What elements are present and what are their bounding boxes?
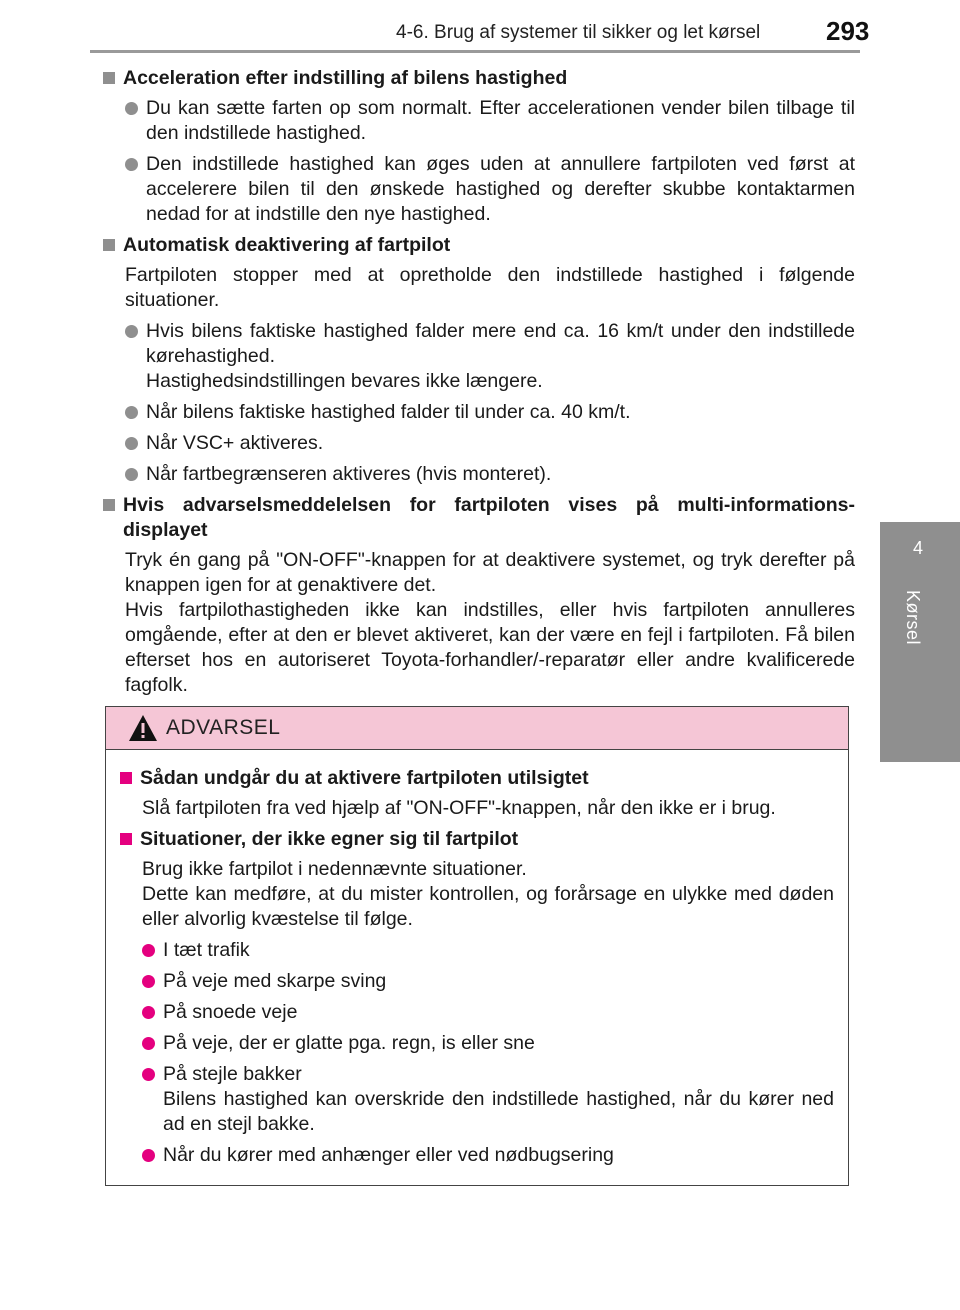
list-item: På stejle bakker Bilens hastighed kan overskride den indstillede hastighed, når du kører ned ad en stejl bakke. — [142, 1062, 834, 1137]
list-item: Når fartbegrænseren aktiveres (hvis monteret). — [125, 462, 855, 487]
paragraph: Tryk én gang på "ON-OFF"-knappen for at deaktivere systemet, og tryk derefter på knappen igen for at genaktivere det. — [125, 549, 855, 596]
square-bullet-icon — [120, 833, 132, 845]
section-intro: Fartpiloten stopper med at opretholde den indstillede hastighed i følgende situationer. — [125, 264, 855, 311]
square-bullet-icon — [120, 772, 132, 784]
warning-heading: Situationer, der ikke egner sig til fartpilot — [120, 827, 834, 852]
square-bullet-icon — [103, 239, 115, 251]
list-item: I tæt trafik — [142, 938, 834, 963]
circle-bullet-icon — [142, 1037, 155, 1050]
chapter-number: 4 — [912, 538, 923, 558]
circle-bullet-icon — [125, 437, 138, 450]
warning-body — [106, 750, 848, 1168]
section-heading: Automatisk deaktivering af fartpilot — [103, 233, 855, 258]
section-title: 4-6. Brug af systemer til sikker og let kørsel — [396, 22, 761, 43]
warning-text: Brug ikke fartpilot i nedennævnte situationer. Dette kan medføre, at du mister kontrollen, og forårsage en ulykke med døden eller alvorlig kvæstelse til følge. — [142, 858, 834, 930]
circle-bullet-icon — [142, 944, 155, 957]
circle-bullet-icon — [142, 1006, 155, 1019]
warning-title: ADVARSEL — [166, 716, 281, 739]
circle-bullet-icon — [125, 468, 138, 481]
square-bullet-icon — [103, 72, 115, 84]
circle-bullet-icon — [142, 1068, 155, 1081]
list-item: På veje med skarpe sving — [142, 969, 834, 994]
circle-bullet-icon — [125, 158, 138, 171]
list-item: Når du kører med anhænger eller ved nødbugsering — [142, 1143, 834, 1168]
section-heading: Acceleration efter indstilling af bilens hastighed — [103, 66, 855, 91]
list-item: Når bilens faktiske hastighed falder til under ca. 40 km/t. — [125, 400, 855, 425]
square-bullet-icon — [103, 499, 115, 511]
warning-box — [105, 706, 849, 1186]
list-item: Du kan sætte farten op som normalt. Efter accelerationen vender bilen tilbage til den indstillede hastighed. — [125, 96, 855, 146]
circle-bullet-icon — [142, 975, 155, 988]
circle-bullet-icon — [125, 406, 138, 419]
warning-text: Slå fartpiloten fra ved hjælp af "ON-OFF"-knappen, når den ikke er i brug. — [142, 797, 776, 819]
list-item: På snoede veje — [142, 1000, 834, 1025]
list-item: Når VSC+ aktiveres. — [125, 431, 855, 456]
warning-heading: Sådan undgår du at aktivere fartpiloten utilsigtet — [120, 766, 834, 791]
warning-triangle-icon — [128, 714, 158, 742]
header-divider — [90, 50, 860, 53]
list-item: Hvis bilens faktiske hastighed falder mere end ca. 16 km/t under den indstillede kørehastighed. Hastighedsindstillingen bevares ikke længere. — [125, 319, 855, 394]
circle-bullet-icon — [125, 102, 138, 115]
page-number: 293 — [826, 16, 870, 46]
paragraph: Hvis fartpilothastigheden ikke kan indstilles, eller hvis fartpiloten annulleres omgående, efter at den er blevet aktiveret, kan der være en fejl i fartpiloten. Få bilen efterset hos en autoriseret Toyota-forhandler/-reparatør eller andre kvalificerede fagfolk. — [125, 599, 855, 696]
list-item: På veje, der er glatte pga. regn, is eller sne — [142, 1031, 834, 1056]
main-content — [103, 66, 855, 704]
warning-header — [106, 707, 848, 750]
section-heading: Hvis advarselsmeddelelsen for fartpiloten vises på multi-informations-displayet — [103, 493, 855, 543]
chapter-label: Kørsel — [903, 590, 923, 646]
list-item: Den indstillede hastighed kan øges uden at annullere fartpiloten ved først at accelerere bilen til den ønskede hastighed og derefter skubbe kontaktarmen nedad for at indstille den nye hastighed. — [125, 152, 855, 227]
circle-bullet-icon — [125, 325, 138, 338]
circle-bullet-icon — [142, 1149, 155, 1162]
